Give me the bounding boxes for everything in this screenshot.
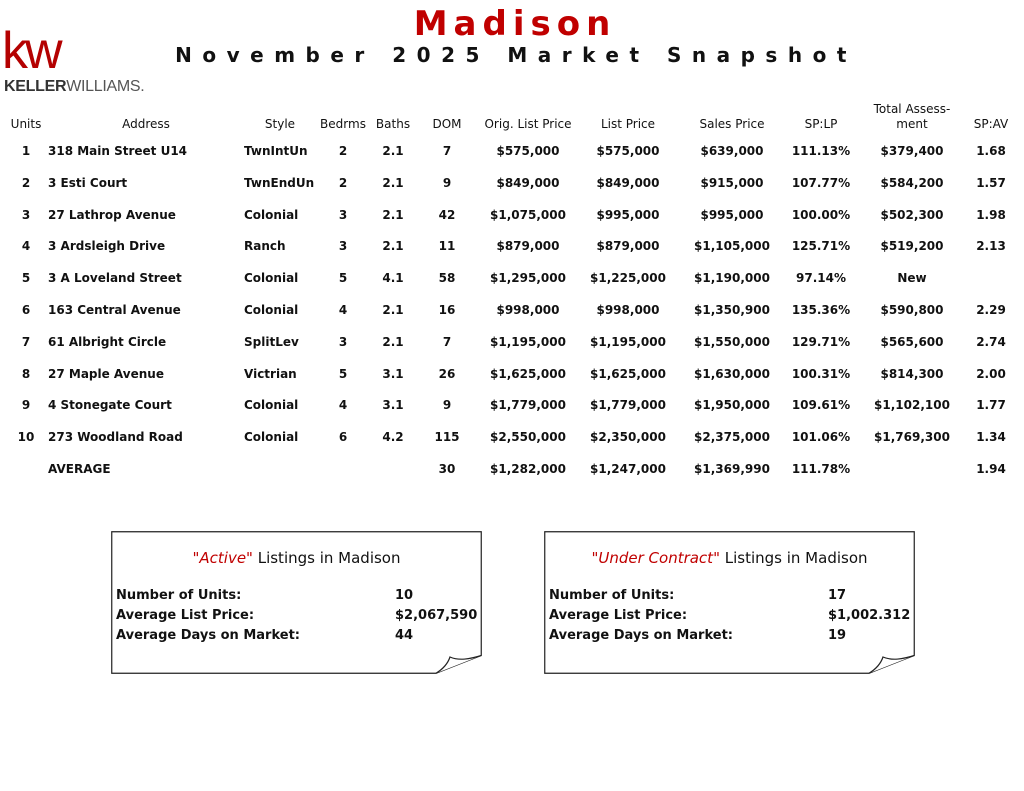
header-sp-lp: SP:LP	[804, 117, 838, 131]
cell-units: 4	[21, 239, 31, 254]
cell-dom: 7	[442, 334, 452, 349]
cell-address: 3 Ardsleigh Drive	[48, 239, 166, 254]
cell-orig-list-price: $998,000	[496, 303, 560, 317]
cell-bedrooms: 2	[338, 175, 348, 190]
cell-address: 3 A Loveland Street	[48, 271, 182, 286]
cell-units: 5	[21, 271, 31, 286]
cell-sp-lp: 125.71%	[791, 239, 851, 254]
cell-style: Colonial	[244, 207, 299, 222]
cell-dom: 9	[442, 398, 452, 413]
cell-sales-price: $1,550,000	[694, 334, 770, 349]
active-avg-dom-value: 44	[395, 628, 414, 643]
cell-total-assessment: $379,400	[880, 144, 944, 158]
page-title: Madison	[413, 4, 617, 44]
cell-dom: 7	[442, 144, 452, 158]
table-row	[0, 358, 1024, 390]
active-avg-price-label: Average List Price:	[116, 608, 255, 623]
cell-sp-av: 1.98	[976, 207, 1006, 222]
cell-sales-price: $1,630,000	[694, 366, 770, 381]
cell-baths: 3.1	[382, 398, 404, 413]
cell-address: 273 Woodland Road	[48, 430, 183, 445]
page-subtitle: November 2025 Market Snapshot	[175, 43, 857, 67]
cell-list-price: $1,779,000	[590, 398, 666, 413]
cell-sp-av: 2.74	[976, 334, 1006, 349]
cell-orig-list-price: $1,625,000	[490, 366, 566, 381]
cell-total-assessment: $814,300	[880, 366, 944, 381]
cell-style: Colonial	[244, 398, 299, 413]
cell-bedrooms: 3	[338, 334, 348, 349]
cell-baths: 4.2	[382, 430, 404, 445]
cell-style: TwnEndUn	[244, 175, 315, 190]
cell-dom: 26	[438, 366, 456, 381]
cell-address: 318 Main Street U14	[48, 144, 188, 158]
cell-bedrooms: 6	[338, 430, 348, 445]
header-units: Units	[10, 117, 42, 131]
cell-orig-list-price: $849,000	[496, 175, 560, 190]
header-address: Address	[122, 117, 170, 131]
active-units-value: 10	[395, 588, 414, 603]
cell-orig-list-price: $2,550,000	[490, 430, 566, 445]
cell-orig-list-price: $1,075,000	[490, 207, 566, 222]
cell-units: 2	[21, 175, 31, 190]
header-orig-list-price: Orig. List Price	[484, 117, 572, 131]
table-row	[0, 294, 1024, 326]
cell-bedrooms: 3	[338, 207, 348, 222]
cell-sales-price: $995,000	[700, 207, 764, 222]
cell-style: TwnIntUn	[244, 144, 308, 158]
cell-sp-lp: 97.14%	[796, 271, 846, 286]
cell-bedrooms: 5	[338, 366, 348, 381]
cell-sales-price: $639,000	[700, 144, 764, 158]
under-contract-avg-dom-value: 19	[828, 628, 847, 643]
cell-units: 10	[17, 430, 35, 445]
cell-address: 4 Stonegate Court	[48, 398, 172, 413]
cell-address: 27 Maple Avenue	[48, 366, 164, 381]
table-row	[0, 167, 1024, 199]
under-contract-title: "Under Contract" Listings in Madison	[591, 549, 868, 567]
cell-total-assessment: $519,200	[880, 239, 944, 254]
cell-baths: 2.1	[382, 175, 404, 190]
under-contract-avg-price-label: Average List Price:	[549, 608, 688, 623]
under-contract-avg-dom-label: Average Days on Market:	[549, 628, 733, 643]
cell-sp-av: 2.00	[976, 366, 1006, 381]
under-contract-listings-card	[544, 531, 915, 674]
table-row	[0, 421, 1024, 453]
average-sp-av: 1.94	[976, 462, 1006, 476]
cell-bedrooms: 3	[338, 239, 348, 254]
cell-total-assessment: $590,800	[880, 303, 944, 317]
cell-sp-lp: 100.00%	[791, 207, 851, 222]
average-sales-price: $1,369,990	[694, 462, 770, 476]
cell-style: Colonial	[244, 271, 299, 286]
cell-address: 27 Lathrop Avenue	[48, 207, 176, 222]
cell-sp-lp: 129.71%	[791, 334, 851, 349]
cell-dom: 58	[438, 271, 456, 286]
cell-address: 3 Esti Court	[48, 175, 128, 190]
cell-baths: 4.1	[382, 271, 404, 286]
cell-sp-lp: 107.77%	[791, 175, 851, 190]
cell-style: Colonial	[244, 430, 299, 445]
table-row	[0, 389, 1024, 421]
cell-sp-av: 2.29	[976, 303, 1006, 317]
active-listings-card	[111, 531, 482, 674]
cell-list-price: $1,225,000	[590, 271, 666, 286]
cell-orig-list-price: $1,295,000	[490, 271, 566, 286]
cell-baths: 2.1	[382, 303, 404, 317]
cell-dom: 16	[438, 303, 456, 317]
under-contract-units-label: Number of Units:	[549, 588, 675, 603]
cell-sp-av: 1.77	[976, 398, 1006, 413]
table-row	[0, 230, 1024, 262]
cell-list-price: $1,625,000	[590, 366, 666, 381]
under-contract-avg-price-value: $1,002.312	[828, 608, 911, 623]
cell-bedrooms: 2	[338, 144, 348, 158]
cell-baths: 2.1	[382, 239, 404, 254]
cell-orig-list-price: $575,000	[496, 144, 560, 158]
kw-mark: kw	[2, 22, 60, 80]
cell-units: 7	[21, 334, 31, 349]
table-row	[0, 326, 1024, 358]
cell-sales-price: $915,000	[700, 175, 764, 190]
cell-bedrooms: 5	[338, 271, 348, 286]
cell-sp-av: 1.34	[976, 430, 1006, 445]
average-dom: 30	[438, 462, 456, 476]
cell-list-price: $575,000	[596, 144, 660, 158]
header-baths: Baths	[375, 117, 411, 131]
cell-baths: 3.1	[382, 366, 404, 381]
cell-units: 8	[21, 366, 31, 381]
cell-sp-av: 1.68	[976, 144, 1006, 158]
cell-dom: 11	[438, 239, 456, 254]
cell-address: 61 Albright Circle	[48, 334, 167, 349]
average-row	[0, 453, 1024, 485]
cell-units: 3	[21, 207, 31, 222]
header-list-price: List Price	[600, 117, 656, 131]
cell-baths: 2.1	[382, 334, 404, 349]
cell-list-price: $849,000	[596, 175, 660, 190]
average-list-price: $1,247,000	[590, 462, 666, 476]
cell-sp-lp: 111.13%	[791, 144, 851, 158]
header-sp-av: SP:AV	[973, 117, 1009, 131]
cell-sales-price: $1,350,900	[694, 303, 770, 317]
active-title: "Active" Listings in Madison	[192, 549, 401, 567]
cell-style: Colonial	[244, 303, 299, 317]
active-units-label: Number of Units:	[116, 588, 242, 603]
cell-baths: 2.1	[382, 144, 404, 158]
table-row	[0, 199, 1024, 231]
cell-bedrooms: 4	[338, 398, 348, 413]
cell-sp-av: 1.57	[976, 175, 1006, 190]
cell-orig-list-price: $1,195,000	[490, 334, 566, 349]
header-dom: DOM	[432, 117, 462, 131]
cell-sales-price: $1,190,000	[694, 271, 770, 286]
cell-list-price: $998,000	[596, 303, 660, 317]
cell-list-price: $879,000	[596, 239, 660, 254]
cell-sp-lp: 101.06%	[791, 430, 851, 445]
average-sp-lp: 111.78%	[791, 462, 851, 476]
cell-dom: 115	[434, 430, 460, 445]
header-sales-price: Sales Price	[699, 117, 765, 131]
cell-total-assessment: $1,769,300	[874, 430, 950, 445]
cell-baths: 2.1	[382, 207, 404, 222]
cell-sp-lp: 100.31%	[791, 366, 851, 381]
cell-style: Victrian	[244, 366, 297, 381]
cell-sales-price: $2,375,000	[694, 430, 770, 445]
cell-units: 6	[21, 303, 31, 317]
average-label: AVERAGE	[48, 462, 111, 476]
cell-sp-av: 2.13	[976, 239, 1006, 254]
cell-total-assessment: $502,300	[880, 207, 944, 222]
cell-total-assessment: New	[897, 271, 927, 286]
cell-total-assessment: $565,600	[880, 334, 944, 349]
cell-list-price: $1,195,000	[590, 334, 666, 349]
header-bedrooms: Bedrms	[320, 117, 366, 131]
cell-dom: 9	[442, 175, 452, 190]
cell-style: Ranch	[244, 239, 286, 254]
table-row	[0, 262, 1024, 294]
cell-sales-price: $1,950,000	[694, 398, 770, 413]
table-row	[0, 135, 1024, 167]
cell-bedrooms: 4	[338, 303, 348, 317]
cell-sales-price: $1,105,000	[694, 239, 770, 254]
cell-sp-av	[962, 262, 1020, 294]
cell-sp-lp: 135.36%	[791, 303, 851, 317]
cell-total-assessment: $1,102,100	[874, 398, 950, 413]
brand-name: KELLERWILLIAMS.	[4, 78, 145, 95]
cell-list-price: $2,350,000	[590, 430, 666, 445]
cell-sp-lp: 109.61%	[791, 398, 851, 413]
cell-style: SplitLev	[244, 334, 299, 349]
cell-units: 1	[21, 144, 31, 158]
average-orig-list-price: $1,282,000	[490, 462, 566, 476]
cell-dom: 42	[438, 207, 456, 222]
cell-list-price: $995,000	[596, 207, 660, 222]
cell-units: 9	[21, 398, 31, 413]
header-total-assessment: Total Assess-ment	[873, 102, 951, 131]
cell-address: 163 Central Avenue	[48, 303, 181, 317]
cell-orig-list-price: $879,000	[496, 239, 560, 254]
active-avg-dom-label: Average Days on Market:	[116, 628, 300, 643]
active-avg-price-value: $2,067,590	[395, 608, 478, 623]
cell-total-assessment: $584,200	[880, 175, 944, 190]
cell-orig-list-price: $1,779,000	[490, 398, 566, 413]
header-style: Style	[264, 117, 296, 131]
under-contract-units-value: 17	[828, 588, 847, 603]
